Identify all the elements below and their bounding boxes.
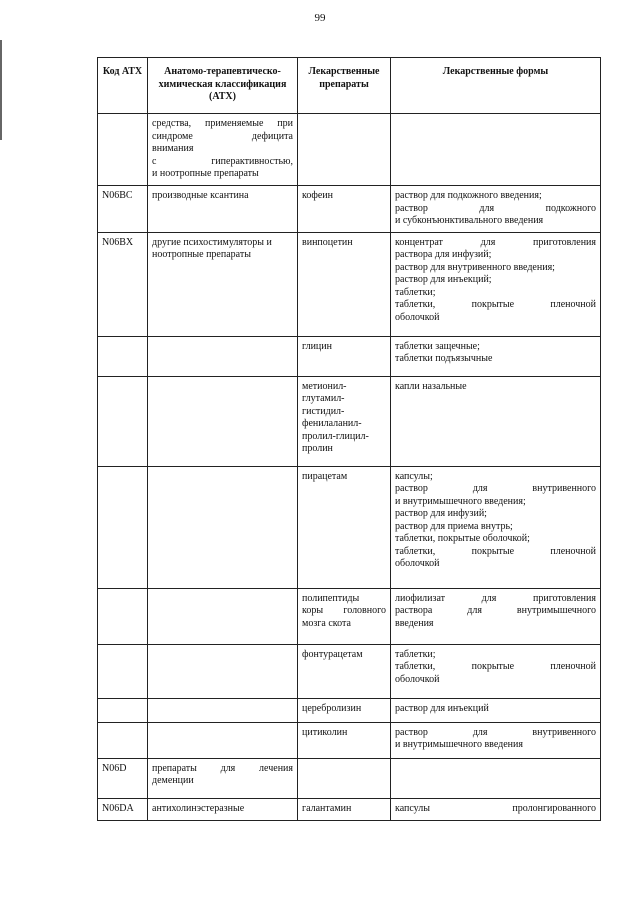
classification-line: производные ксантина	[152, 190, 249, 201]
forms-line: таблетки защечные;	[395, 340, 480, 352]
table-row	[98, 466, 601, 588]
cell-code	[98, 698, 148, 722]
forms-line: раствора для внутримышечного	[395, 605, 596, 616]
cell-classification	[148, 114, 298, 186]
cell-drug	[298, 232, 391, 336]
cell-forms	[391, 232, 601, 336]
forms-line: раствор для инъекций;	[395, 274, 492, 285]
forms-line: раствор для внутривенного введения;	[395, 261, 555, 273]
forms-line: таблетки, покрытые пленочной	[395, 299, 596, 310]
classification-line: синдроме дефицита	[152, 130, 293, 142]
forms-line: оболочкой	[395, 311, 440, 323]
table-row	[98, 644, 601, 698]
cell-code	[98, 114, 148, 186]
table-body	[98, 114, 601, 821]
drug-line: глицин	[302, 340, 332, 352]
cell-drug	[298, 186, 391, 233]
drug-line: глутамил-	[302, 393, 345, 404]
table-row	[98, 758, 601, 798]
forms-line: таблетки, покрытые пленочной	[395, 545, 596, 557]
cell-code	[98, 722, 148, 758]
forms-line: и внутримышечного введения;	[395, 495, 526, 507]
forms-line: введения	[395, 617, 434, 629]
forms-line: оболочкой	[395, 673, 440, 685]
forms-line: таблетки;	[395, 286, 436, 298]
forms-line: и внутримышечного введения	[395, 739, 523, 750]
forms-line: капсулы;	[395, 470, 433, 482]
cell-forms	[391, 698, 601, 722]
header-forms: Лекарственные формы	[391, 58, 601, 114]
cell-forms	[391, 644, 601, 698]
forms-line: раствора для инфузий;	[395, 249, 492, 260]
cell-forms	[391, 798, 601, 820]
cell-classification	[148, 232, 298, 336]
table-row	[98, 186, 601, 233]
forms-line: оболочкой	[395, 558, 440, 569]
table-row	[98, 798, 601, 820]
forms-line: раствор для внутривенного	[395, 726, 596, 738]
classification-line: внимания	[152, 143, 194, 154]
drug-line: винпоцетин	[302, 236, 353, 248]
table-row	[98, 336, 601, 376]
cell-forms	[391, 376, 601, 466]
forms-line: таблетки;	[395, 648, 436, 660]
cell-code	[98, 588, 148, 644]
cell-drug	[298, 588, 391, 644]
cell-code	[98, 466, 148, 588]
cell-classification	[148, 466, 298, 588]
table-row	[98, 588, 601, 644]
cell-forms	[391, 588, 601, 644]
atx-table	[97, 57, 601, 821]
table-row	[98, 698, 601, 722]
header-code: Код АТХ	[98, 58, 148, 114]
cell-classification	[148, 376, 298, 466]
drug-line: фонтурацетам	[302, 648, 363, 660]
cell-classification	[148, 186, 298, 233]
drug-line: пролил-глицил-	[302, 430, 369, 442]
cell-classification	[148, 588, 298, 644]
classification-line: другие психостимуляторы и	[152, 236, 272, 248]
page-number: 99	[314, 12, 326, 24]
classification-line: препараты для лечения	[152, 762, 293, 774]
classification-line: ноотропные препараты	[152, 249, 251, 260]
drug-line: церебролизин	[302, 702, 362, 714]
cell-classification	[148, 336, 298, 376]
classification-line: и ноотропные препараты	[152, 168, 259, 179]
cell-drug	[298, 644, 391, 698]
forms-line: капсулы пролонгированного	[395, 802, 596, 814]
forms-line: раствор для внутривенного	[395, 483, 596, 494]
classification-line: антихолинэстеразные	[152, 802, 245, 814]
table-row	[98, 722, 601, 758]
forms-line: лиофилизат для приготовления	[395, 592, 596, 604]
cell-classification	[148, 698, 298, 722]
drug-line: пирацетам	[302, 470, 348, 482]
cell-drug	[298, 336, 391, 376]
cell-drug	[298, 722, 391, 758]
cell-forms	[391, 186, 601, 233]
forms-line: раствор для инъекций	[395, 702, 489, 714]
header-classification: Анатомо-терапевтическо-химическая классификация (АТХ)	[148, 58, 298, 114]
drug-line: галантамин	[302, 802, 352, 814]
cell-drug	[298, 758, 391, 798]
drug-line: цитиколин	[302, 726, 348, 738]
margin-mark	[0, 40, 2, 140]
drug-line: кофеин	[302, 190, 333, 201]
drug-line: фенилаланил-	[302, 418, 362, 429]
drug-line: гистидил-	[302, 405, 345, 417]
cell-code: N06BC	[98, 186, 148, 233]
forms-line: таблетки подъязычные	[395, 353, 493, 364]
cell-code	[98, 644, 148, 698]
cell-forms	[391, 722, 601, 758]
forms-line: раствор для приема внутрь;	[395, 520, 513, 532]
cell-forms	[391, 336, 601, 376]
classification-line: средства, применяемые при	[152, 118, 293, 129]
cell-drug	[298, 114, 391, 186]
drug-line: метионил-	[302, 380, 347, 392]
cell-drug	[298, 376, 391, 466]
cell-forms	[391, 466, 601, 588]
cell-drug	[298, 798, 391, 820]
classification-line: деменции	[152, 775, 194, 786]
drug-line: полипептиды	[302, 592, 360, 604]
forms-line: раствор для инфузий;	[395, 508, 487, 519]
forms-line: концентрат для приготовления	[395, 236, 596, 248]
cell-drug	[298, 466, 391, 588]
cell-classification	[148, 722, 298, 758]
forms-line: и субконъюнктивального введения	[395, 215, 544, 226]
cell-classification	[148, 798, 298, 820]
cell-forms	[391, 758, 601, 798]
cell-code: N06BX	[98, 232, 148, 336]
cell-code	[98, 376, 148, 466]
classification-line: с гиперактивностью,	[152, 155, 293, 167]
cell-forms	[391, 114, 601, 186]
cell-drug	[298, 698, 391, 722]
forms-line: таблетки, покрытые оболочкой;	[395, 533, 530, 544]
forms-line: раствор для подкожного введения;	[395, 190, 542, 201]
drug-line: пролин	[302, 443, 333, 454]
cell-code	[98, 336, 148, 376]
header-drugs: Лекарственные препараты	[298, 58, 391, 114]
table-row	[98, 114, 601, 186]
cell-classification	[148, 644, 298, 698]
forms-line: капли назальные	[395, 380, 467, 392]
table-row	[98, 376, 601, 466]
drug-line: мозга скота	[302, 617, 351, 629]
cell-code: N06DA	[98, 798, 148, 820]
cell-code: N06D	[98, 758, 148, 798]
forms-line: таблетки, покрытые пленочной	[395, 661, 596, 672]
drug-line: коры головного	[302, 605, 386, 616]
cell-classification	[148, 758, 298, 798]
forms-line: раствор для подкожного	[395, 202, 596, 214]
table-header-row	[98, 58, 601, 114]
table-row	[98, 232, 601, 336]
